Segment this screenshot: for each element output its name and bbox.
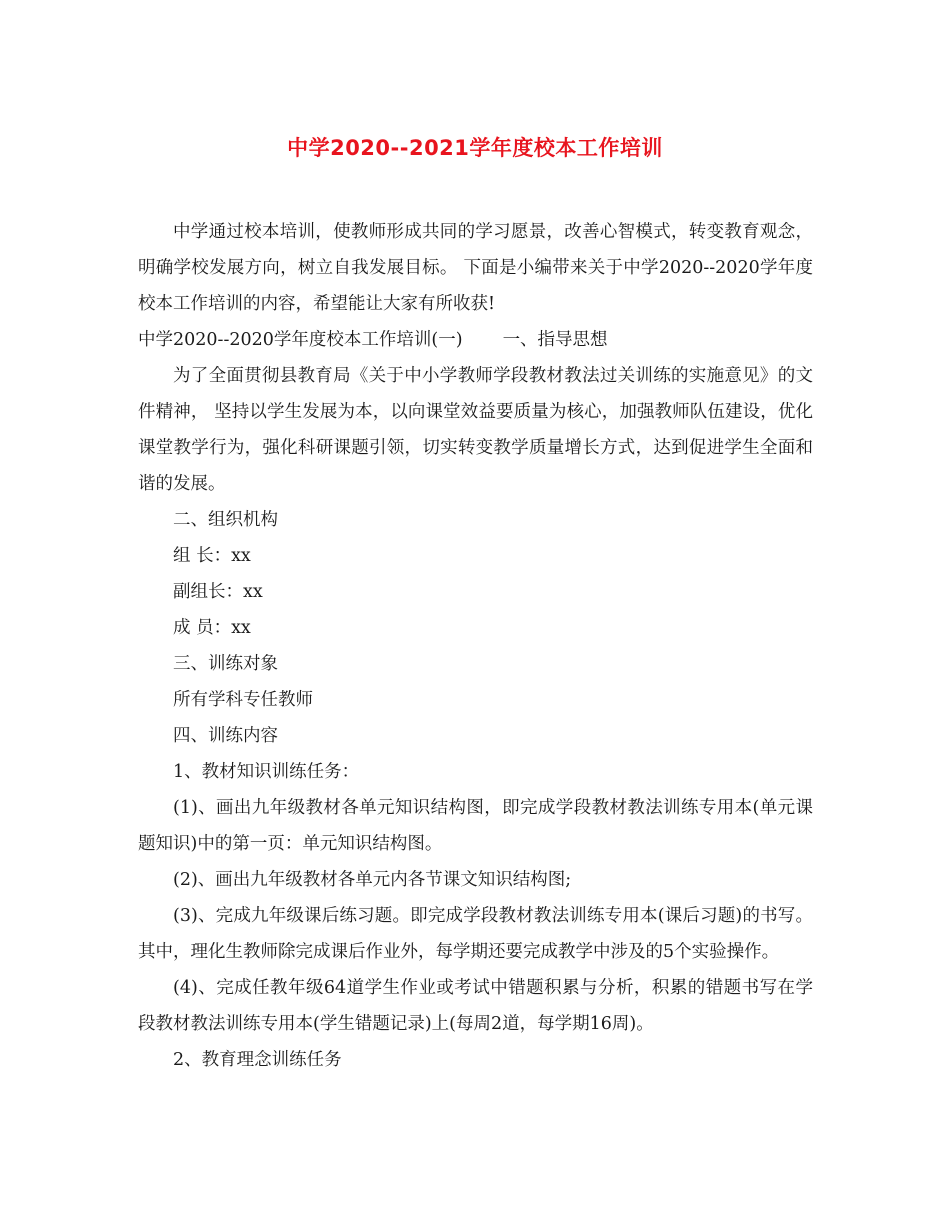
subheading-textbook-knowledge: 1、教材知识训练任务： (173, 762, 360, 782)
heading-guiding-ideology: 一、指导思想 (502, 330, 608, 350)
list-item-4: (4)、完成任教年级64道学生作业或考试中错题积累与分析，积累的错题书写在学段教材教法训练专用本(学生错题记录)上(每周2道，每学期16周)。 (138, 978, 813, 1034)
paragraph-intro: 中学通过校本培训，使教师形成共同的学习愿景，改善心智模式，转变教育观念，明确学校发展方向，树立自我发展目标。 下面是小编带来关于中学2020--2020学年度校本工作培训的内容，希望能让大家有所收获! (138, 222, 813, 314)
org-members: 成 员：xx (173, 618, 251, 638)
paragraph-guiding-ideology: 为了全面贯彻县教育局《关于中小学教师学段教材教法过关训练的实施意见》的文件精神， 坚持以学生发展为本，以向课堂效益要质量为核心，加强教师队伍建设，优化课堂教学行为，强化科研课题引领，切实转变教学质量增长方式，达到促进学生全面和谐的发展。 (138, 366, 813, 494)
document-body (138, 214, 813, 1078)
org-deputy-leader: 副组长：xx (173, 582, 263, 602)
list-item-2: (2)、画出九年级教材各单元内各节课文知识结构图; (173, 870, 572, 890)
list-item-3: (3)、完成九年级课后练习题。即完成学段教材教法训练专用本(课后习题)的书写。其中，理化生教师除完成课后作业外，每学期还要完成教学中涉及的5个实验操作。 (138, 906, 813, 962)
paragraph-section-heading (138, 322, 813, 358)
org-leader: 组 长：xx (173, 546, 251, 566)
training-target-text: 所有学科专任教师 (173, 690, 313, 710)
heading-organization: 二、组织机构 (173, 510, 278, 530)
list-item-1: (1)、画出九年级教材各单元知识结构图，即完成学段教材教法训练专用本(单元课题知识)中的第一页：单元知识结构图。 (138, 798, 813, 854)
document-title: 中学2020--2021学年度校本工作培训 (287, 136, 663, 160)
heading-training-target: 三、训练对象 (173, 654, 278, 674)
section-title: 中学2020--2020学年度校本工作培训(一) (138, 330, 463, 350)
subheading-education-concept: 2、教育理念训练任务 (173, 1050, 342, 1070)
heading-training-content: 四、训练内容 (173, 726, 278, 746)
